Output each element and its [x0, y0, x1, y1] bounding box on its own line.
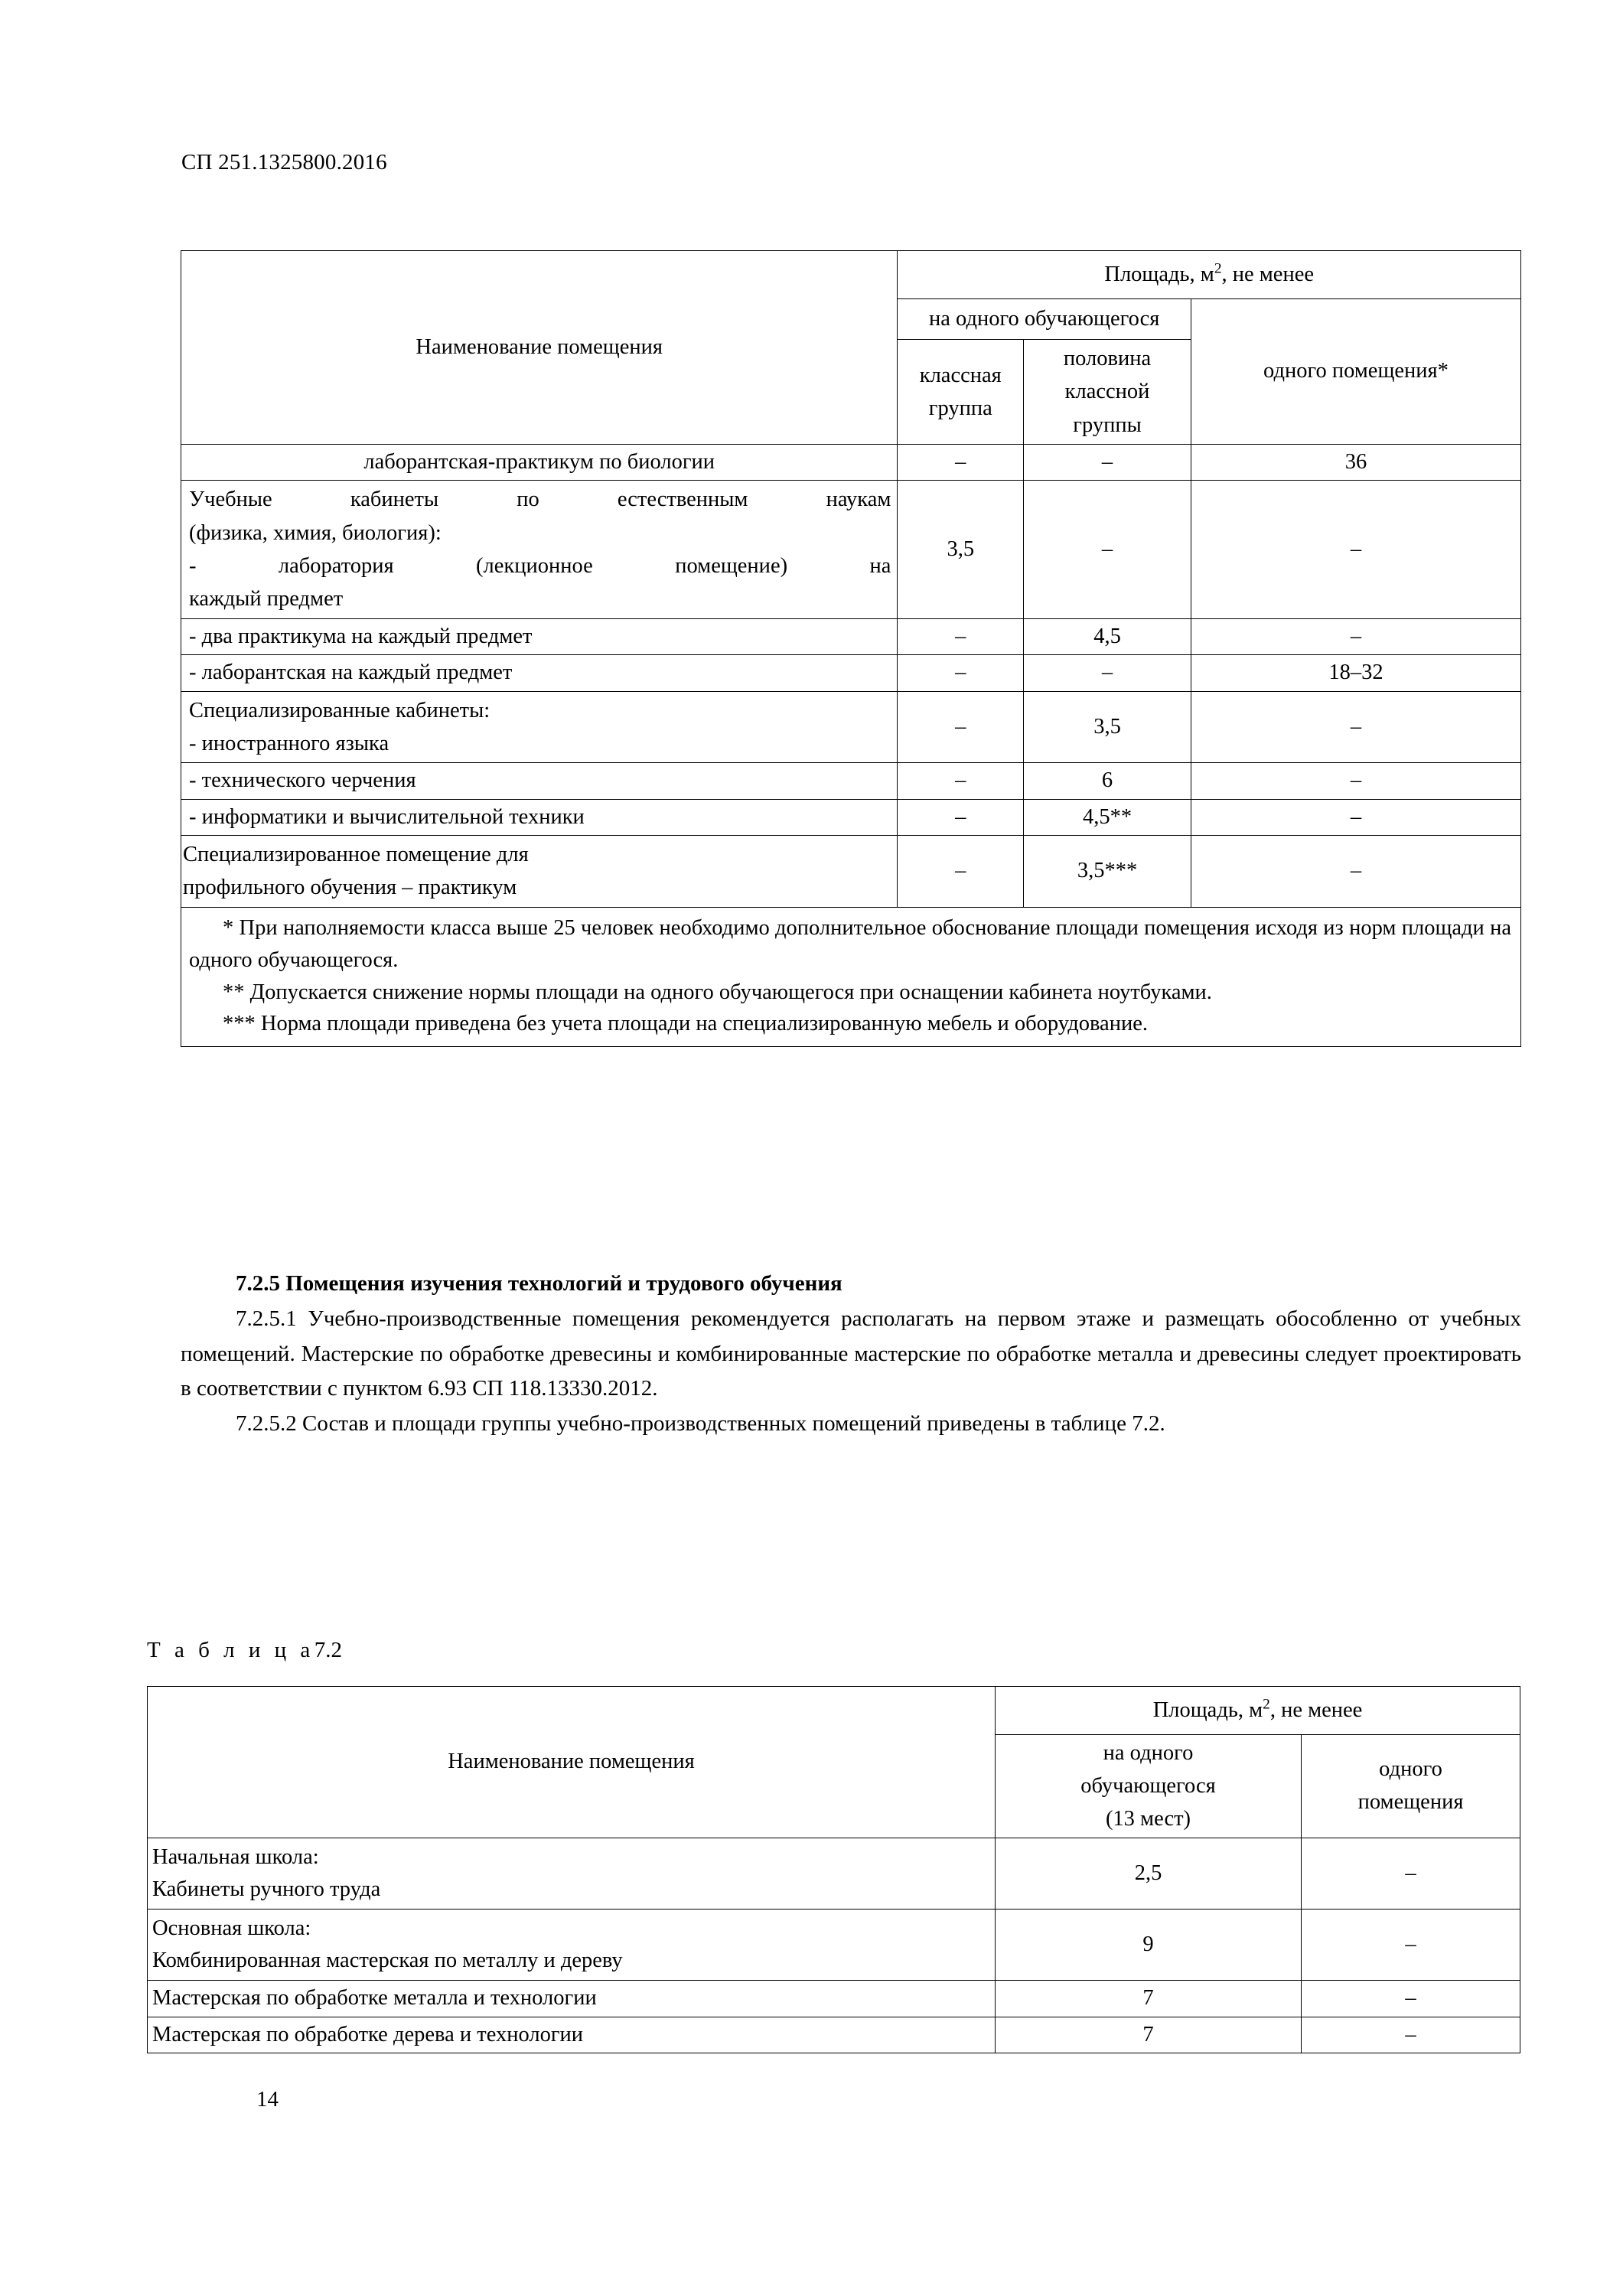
body-text-block	[181, 1267, 1521, 1442]
value-per-student: 7	[1142, 1986, 1154, 2011]
value-per-student: 7	[1142, 2022, 1154, 2047]
table-row	[148, 1981, 1520, 2017]
cell-half-class	[1024, 763, 1191, 799]
value-per-student: 2,5	[1134, 1861, 1162, 1886]
table-row	[148, 2017, 1520, 2053]
table-row	[181, 444, 1521, 480]
cell-room-name	[181, 799, 898, 835]
header-cell-per-room	[1191, 299, 1520, 445]
header-label-room-name: Наименование помещения	[416, 334, 663, 359]
cell-room-name	[148, 2017, 996, 2053]
cell-per-room	[1191, 691, 1520, 763]
header-label-area-superscript: 2	[1263, 1696, 1270, 1713]
table-7-2	[147, 1686, 1520, 2053]
footnote-1: * При наполняемости класса выше 25 человек необходимо дополнительное обоснование площади помещения исходя из норм площади на одного обучающегося.	[189, 915, 1511, 972]
value-per-room: –	[1350, 714, 1362, 739]
value-half-class: 4,5	[1093, 624, 1121, 648]
table-footnotes-row	[181, 907, 1521, 1047]
cell-per-student	[996, 2017, 1302, 2053]
header-label-area-tail: , не менее	[1221, 262, 1315, 286]
value-half-class: –	[1101, 449, 1113, 474]
header-cell-class-group	[898, 340, 1024, 445]
cell-class-group	[898, 655, 1024, 691]
cell-per-room	[1191, 836, 1520, 908]
cell-half-class	[1024, 618, 1191, 654]
header-cell-area-group	[996, 1687, 1520, 1735]
room-name-line: Учебные кабинеты по естественным наукам	[189, 488, 891, 512]
room-name-line: Комбинированная мастерская по металлу и дереву	[152, 1949, 623, 1973]
value-per-room: –	[1350, 536, 1362, 561]
cell-room-name	[148, 1838, 996, 1910]
cell-per-room	[1302, 1838, 1520, 1910]
table-7-2-container	[147, 1686, 1520, 2053]
document-header: СП 251.1325800.2016	[181, 150, 387, 174]
cell-room-name	[148, 1910, 996, 1981]
header-label-area-base: Площадь, м	[1152, 1698, 1263, 1722]
header-label-per-student-line: обучающегося	[1080, 1773, 1216, 1798]
cell-room-name	[148, 1981, 996, 2017]
cell-per-student	[996, 1910, 1302, 1981]
header-label-per-room: одного помещения*	[1263, 359, 1449, 383]
cell-room-name	[181, 618, 898, 654]
room-name-text: лаборантская-практикум по биологии	[363, 449, 715, 474]
table-caption-number: 7.2	[314, 1638, 342, 1662]
cell-per-student	[996, 1838, 1302, 1910]
header-label-area-base: Площадь, м	[1104, 262, 1214, 286]
cell-per-room	[1302, 2017, 1520, 2053]
table-7-1	[181, 250, 1521, 1047]
table-row	[181, 655, 1521, 691]
cell-room-name	[181, 763, 898, 799]
cell-half-class	[1024, 799, 1191, 835]
footnote-2: ** Допускается снижение нормы площади на одного обучающегося при оснащении кабинета ноутбуками.	[223, 980, 1212, 1004]
value-per-room: –	[1405, 1986, 1416, 2011]
table-row	[181, 799, 1521, 835]
cell-per-room	[1191, 444, 1520, 480]
cell-class-group	[898, 444, 1024, 480]
value-per-student: 9	[1142, 1932, 1154, 1957]
room-name-text: Мастерская по обработке дерева и технологии	[152, 2022, 584, 2047]
table-caption-label: Т а б л и ц а	[147, 1638, 314, 1662]
header-label-half-class-group: половина классной группы	[1063, 347, 1152, 437]
cell-class-group	[898, 799, 1024, 835]
cell-room-name	[181, 481, 898, 618]
cell-per-student	[996, 1981, 1302, 2017]
value-half-class: 3,5	[1093, 714, 1121, 739]
cell-half-class	[1024, 655, 1191, 691]
cell-per-room	[1302, 1910, 1520, 1981]
header-label-per-student: на одного обучающегося	[929, 306, 1160, 331]
table-row	[181, 618, 1521, 654]
value-per-room: –	[1350, 859, 1362, 883]
header-label-per-room-line: помещения	[1357, 1790, 1464, 1815]
value-per-room: –	[1405, 2022, 1416, 2047]
room-name-text: - два практикума на каждый предмет	[189, 624, 533, 648]
value-half-class: 4,5**	[1082, 804, 1133, 829]
cell-class-group	[898, 763, 1024, 799]
cell-class-group	[898, 691, 1024, 763]
value-per-room: –	[1350, 624, 1362, 648]
header-label-class-group: классная группа	[919, 363, 1002, 420]
paragraph-7-2-5-2: 7.2.5.2 Состав и площади группы учебно-производственных помещений приведены в таблице 7.2.	[236, 1411, 1165, 1437]
room-name-line: Начальная школа:	[152, 1844, 319, 1869]
table-row	[148, 1910, 1520, 1981]
value-class-group: –	[955, 859, 966, 883]
header-cell-area-group	[898, 251, 1521, 299]
header-cell-half-class-group	[1024, 340, 1191, 445]
room-name-line: профильного обучения – практикум	[183, 876, 517, 900]
value-half-class: –	[1101, 660, 1113, 685]
room-name-text: - технического черчения	[189, 768, 416, 793]
value-class-group: –	[955, 714, 966, 739]
table-7-1-container	[181, 250, 1521, 1047]
cell-room-name	[181, 655, 898, 691]
room-name-line: каждый предмет	[189, 587, 344, 612]
cell-per-room	[1191, 655, 1520, 691]
room-name-text: - лаборантская на каждый предмет	[189, 660, 513, 685]
header-label-area-tail: , не менее	[1269, 1698, 1363, 1722]
value-half-class: 3,5***	[1077, 859, 1138, 883]
cell-half-class	[1024, 691, 1191, 763]
value-per-room: –	[1350, 768, 1362, 793]
value-class-group: –	[955, 624, 966, 648]
cell-room-name	[181, 836, 898, 908]
header-cell-per-student	[898, 299, 1191, 340]
cell-per-room	[1191, 618, 1520, 654]
header-label-area-superscript: 2	[1214, 260, 1222, 277]
room-name-line: Основная школа:	[152, 1916, 311, 1940]
cell-per-room	[1191, 763, 1520, 799]
header-cell-room-name	[181, 251, 898, 445]
room-name-line: Специализированные кабинеты:	[189, 698, 490, 722]
room-name-text: Мастерская по обработке металла и технологии	[152, 1986, 597, 2011]
room-name-text: - информатики и вычислительной техники	[189, 804, 585, 829]
cell-half-class	[1024, 836, 1191, 908]
cell-per-room	[1191, 799, 1520, 835]
cell-room-name	[181, 691, 898, 763]
cell-per-room	[1302, 1981, 1520, 2017]
footnote-3: *** Норма площади приведена без учета площади на специализированную мебель и оборудование.	[223, 1012, 1148, 1036]
header-label-room-name: Наименование помещения	[448, 1750, 695, 1774]
value-per-room: –	[1405, 1932, 1416, 1957]
table-row	[181, 763, 1521, 799]
cell-class-group	[898, 836, 1024, 908]
header-label-per-student-line: на одного	[1103, 1741, 1194, 1765]
header-cell-per-room	[1302, 1735, 1520, 1838]
table-footnotes	[181, 907, 1521, 1047]
table-row	[148, 1838, 1520, 1910]
value-class-group: –	[955, 804, 966, 829]
header-cell-per-student	[996, 1735, 1302, 1838]
table-row	[181, 691, 1521, 763]
value-half-class: –	[1101, 536, 1113, 561]
room-name-line: - иностранного языка	[189, 731, 389, 755]
value-per-room: 18–32	[1328, 660, 1383, 685]
cell-class-group	[898, 481, 1024, 618]
cell-class-group	[898, 618, 1024, 654]
room-name-line: Специализированное помещение для	[183, 843, 529, 867]
table-header-row-1	[148, 1687, 1520, 1735]
value-per-room: –	[1350, 804, 1362, 829]
value-class-group: –	[955, 449, 966, 474]
header-label-per-room-line: одного	[1379, 1757, 1442, 1782]
cell-half-class	[1024, 481, 1191, 618]
table-row	[181, 481, 1521, 618]
room-name-line: (физика, химия, биология):	[189, 520, 442, 545]
value-class-group: –	[955, 768, 966, 793]
table-7-2-caption	[147, 1638, 342, 1663]
value-per-room: –	[1405, 1861, 1416, 1886]
value-class-group: 3,5	[947, 536, 975, 561]
value-half-class: 6	[1101, 768, 1113, 793]
page-number: 14	[256, 2087, 279, 2112]
table-header-row-1	[181, 251, 1521, 299]
section-heading-7-2-5: 7.2.5 Помещения изучения технологий и трудового обучения	[236, 1271, 842, 1296]
cell-per-room	[1191, 481, 1520, 618]
value-per-room: 36	[1344, 449, 1367, 474]
room-name-line: Кабинеты ручного труда	[152, 1877, 381, 1902]
cell-half-class	[1024, 444, 1191, 480]
room-name-line: - лаборатория (лекционное помещение) на	[189, 554, 891, 579]
paragraph-7-2-5-1: 7.2.5.1 Учебно-производственные помещения рекомендуется располагать на первом этаже и размещать обособленно от учебных помещений. Мастерские по обработке древесины и комбинированные мастерские по обработке металла и древесины следует проектировать в соответствии с пунктом 6.93 СП 118.13330.2012.	[181, 1306, 1521, 1401]
table-row	[181, 836, 1521, 908]
header-label-per-student-line: (13 мест)	[1105, 1806, 1191, 1831]
value-class-group: –	[955, 660, 966, 685]
header-cell-room-name	[148, 1687, 996, 1838]
cell-room-name	[181, 444, 898, 480]
